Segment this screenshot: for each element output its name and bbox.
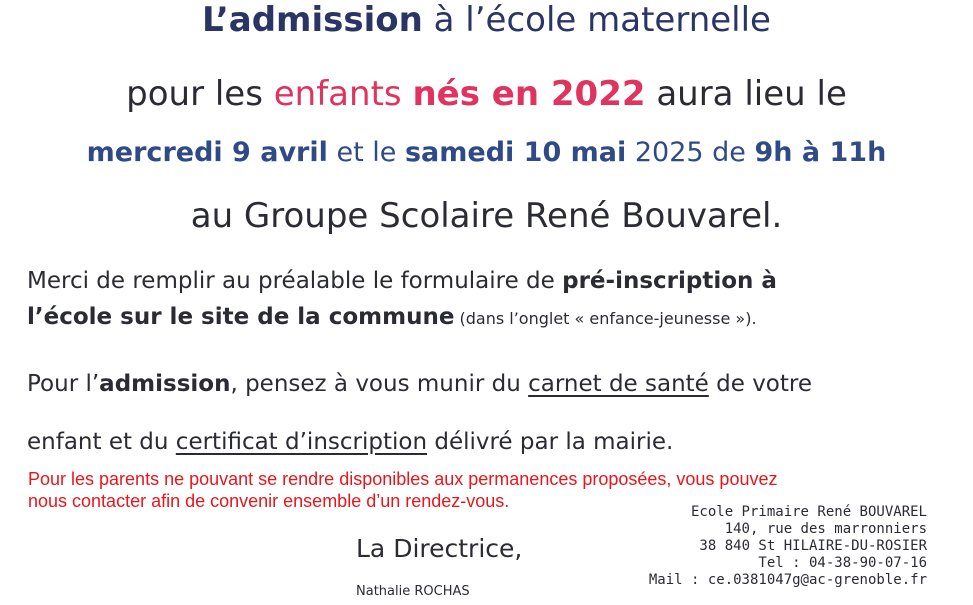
preinscription-paragraph <box>27 263 777 337</box>
address-street: 140, rue des marronniers <box>724 521 927 537</box>
title-nes-en-2022: nés en 2022 <box>412 74 646 114</box>
title-line-2 <box>0 74 973 114</box>
para2-de-votre: de votre <box>708 371 813 397</box>
para1-onglet: (dans l’onglet « enfance-jeunesse »). <box>454 309 757 328</box>
para2-admission: admission <box>99 371 231 397</box>
notice-line-2: nous contacter afin de convenir ensemble d’un rendez-vous. <box>28 491 510 511</box>
date-mercredi: mercredi 9 avril <box>86 137 328 168</box>
date-et-le: et le <box>327 137 405 168</box>
title-pour-les: pour les <box>126 74 274 114</box>
address-city: 38 840 St HILAIRE-DU-ROSIER <box>699 538 927 554</box>
date-samedi: samedi 10 mai <box>404 137 627 168</box>
notice-line-1: Pour les parents ne pouvant se rendre disponibles aux permanences proposées, vous pouvez <box>28 469 778 489</box>
para2-pour: Pour l’ <box>27 371 100 397</box>
para2-certificat: certificat d’inscription <box>175 429 428 455</box>
para2-enfant: enfant et du <box>27 429 176 455</box>
title-enfants: enfants <box>273 74 413 114</box>
para1-text: Merci de remplir au préalable le formulaire de <box>27 268 563 294</box>
signature-name: Nathalie ROCHAS <box>356 584 470 599</box>
address-school: Ecole Primaire René BOUVAREL <box>690 504 927 520</box>
school-address-block <box>622 504 927 589</box>
para2-munir: , pensez à vous munir du <box>230 371 529 397</box>
date-hours: 9h à 11h <box>754 137 887 168</box>
para2-mairie: délivré par la mairie. <box>427 429 674 455</box>
title-line-1 <box>0 0 973 40</box>
title-line-3-dates <box>0 137 973 168</box>
signature-role: La Directrice, <box>356 534 523 563</box>
para1-site-commune: l’école sur le site de la commune <box>27 304 455 330</box>
title-admission: L’admission <box>202 0 423 40</box>
title-ecole-maternelle: à l’école maternelle <box>422 0 771 40</box>
address-mail: Mail : ce.0381047g@ac-grenoble.fr <box>648 572 927 588</box>
para2-carnet-sante: carnet de santé <box>528 371 709 397</box>
address-phone: Tel : 04-38-90-07-16 <box>758 555 927 571</box>
para1-preinscription: pré-inscription à <box>562 268 777 294</box>
title-line-4-location: au Groupe Scolaire René Bouvarel. <box>190 196 783 236</box>
admission-paragraph <box>27 355 812 471</box>
title-aura-lieu: aura lieu le <box>645 74 847 114</box>
date-year: 2025 de <box>626 137 755 168</box>
